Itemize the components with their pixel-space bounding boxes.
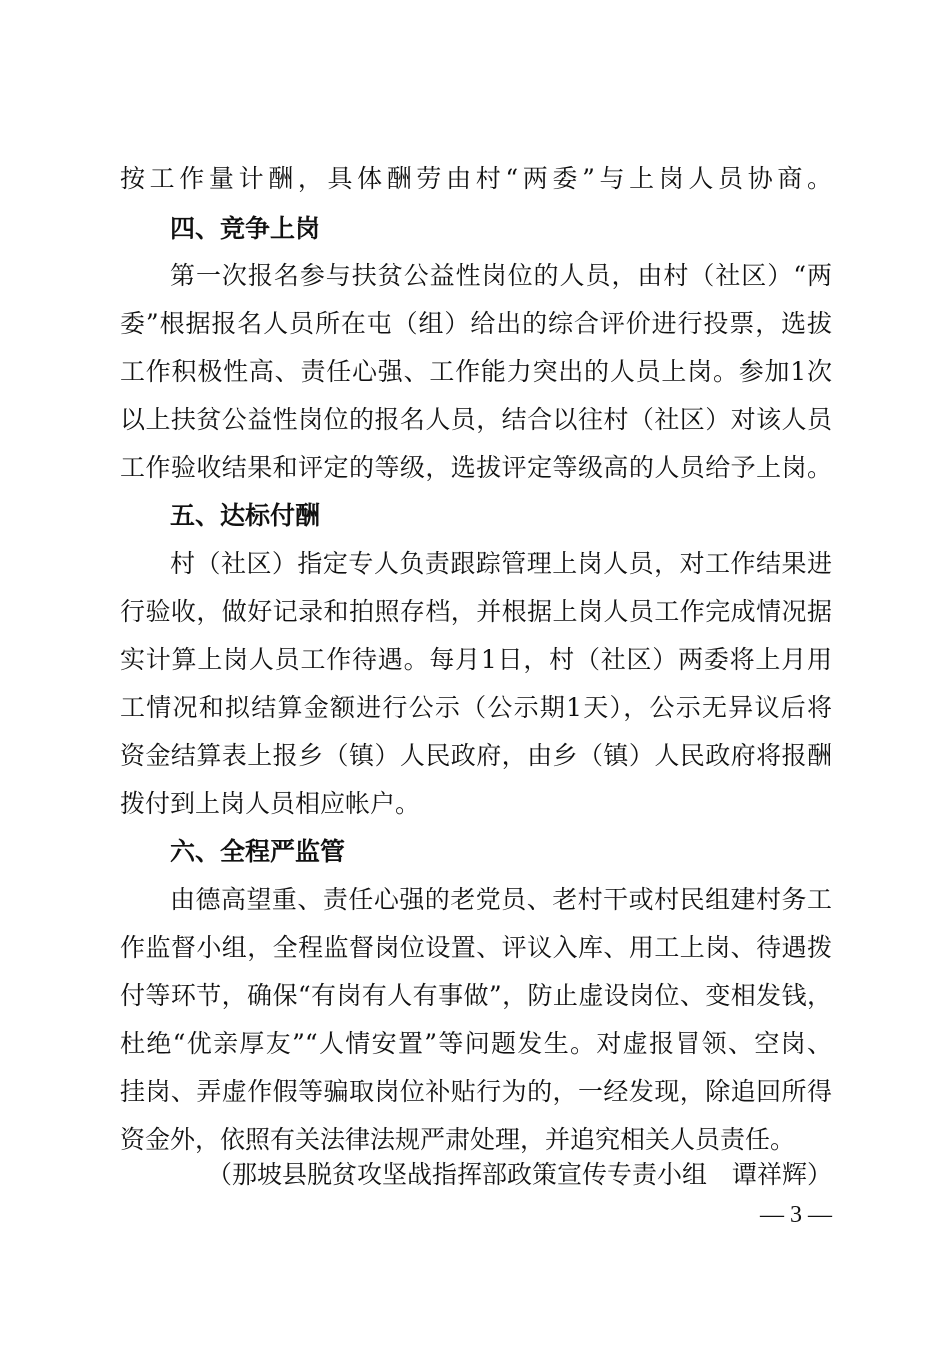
paragraph-line: 以上扶贫公益性岗位的报名人员，结合以往村（社区）对该人员 xyxy=(120,405,832,434)
paragraph-line: 工情况和拟结算金额进行公示（公示期1天），公示无异议后将 xyxy=(120,693,832,722)
paragraph-line: 工作验收结果和评定的等级，选拔评定等级高的人员给予上岗。 xyxy=(120,453,832,482)
paragraph-line: 资金结算表上报乡（镇）人民政府，由乡（镇）人民政府将报酬 xyxy=(120,741,832,770)
paragraph-line: 行验收，做好记录和拍照存档，并根据上岗人员工作完成情况据 xyxy=(120,597,832,626)
paragraph-line: 第一次报名参与扶贫公益性岗位的人员，由村（社区）“两 xyxy=(170,261,832,290)
paragraph-line: 委”根据报名人员所在屯（组）给出的综合评价进行投票，选拔 xyxy=(120,309,832,338)
section-heading-4: 四、竞争上岗 xyxy=(170,214,321,243)
continuation-line: 按工作量计酬，具体酬劳由村“两委”与上岗人员协商。 xyxy=(120,164,832,193)
section-heading-6: 六、全程严监管 xyxy=(170,837,346,866)
paragraph-line: 工作积极性高、责任心强、工作能力突出的人员上岗。参加1次 xyxy=(120,357,832,386)
section-heading-5: 五、达标付酬 xyxy=(170,501,321,530)
paragraph-line: 由德高望重、责任心强的老党员、老村干或村民组建村务工 xyxy=(170,885,832,914)
paragraph-line: 拨付到上岗人员相应帐户。 xyxy=(120,789,421,818)
paragraph-line: 杜绝“优亲厚友”“人情安置”等问题发生。对虚报冒领、空岗、 xyxy=(120,1029,832,1058)
author-signature: （那坡县脱贫攻坚战指挥部政策宣传专责小组 谭祥辉） xyxy=(206,1160,832,1189)
paragraph-line: 资金外，依照有关法律法规严肃处理，并追究相关人员责任。 xyxy=(120,1125,796,1154)
page-number: — 3 — xyxy=(760,1202,832,1228)
paragraph-line: 挂岗、弄虚作假等骗取岗位补贴行为的，一经发现，除追回所得 xyxy=(120,1077,832,1106)
paragraph-line: 实计算上岗人员工作待遇。每月1日，村（社区）两委将上月用 xyxy=(120,645,832,674)
paragraph-line: 作监督小组，全程监督岗位设置、评议入库、用工上岗、待遇拨 xyxy=(120,933,832,962)
paragraph-line: 村（社区）指定专人负责跟踪管理上岗人员，对工作结果进 xyxy=(170,549,832,578)
paragraph-line: 付等环节，确保“有岗有人有事做”，防止虚设岗位、变相发钱， xyxy=(120,981,832,1010)
